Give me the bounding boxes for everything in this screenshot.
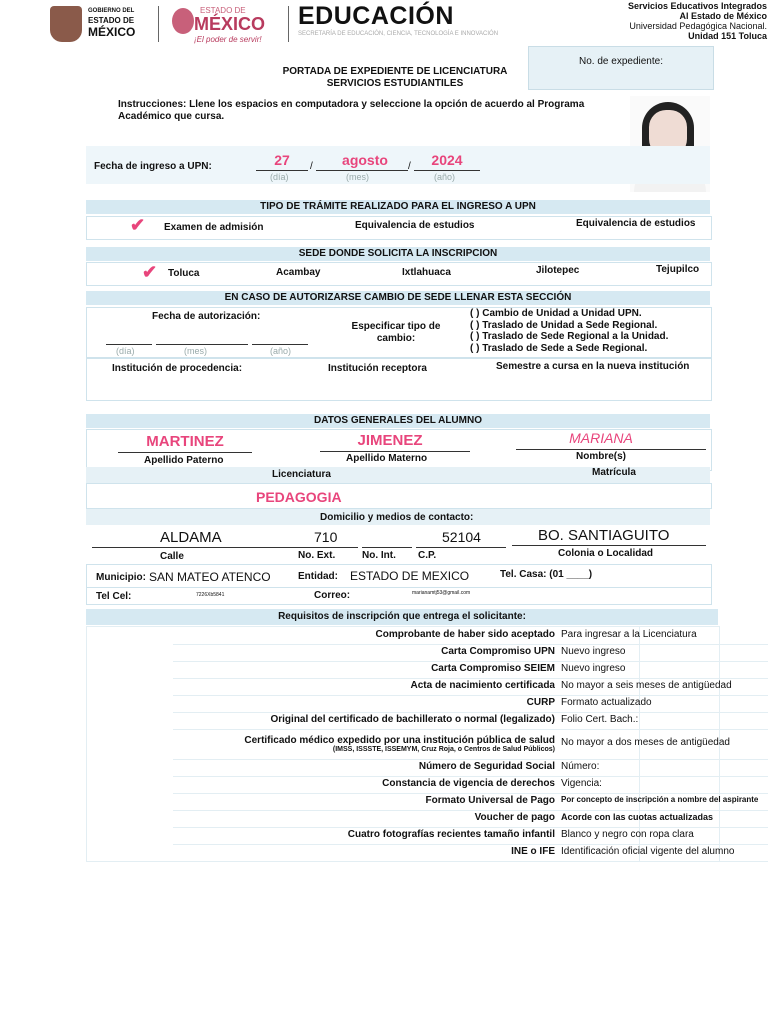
colonia-label: Colonia o Localidad (558, 548, 654, 559)
req-doc: Voucher de pago (474, 812, 555, 823)
cambio-options[interactable] (470, 308, 668, 354)
tipo-cambio-label: Especificar tipo de cambio: (351, 321, 441, 344)
month-line (156, 344, 248, 345)
right-line4: Unidad 151 Toluca (688, 31, 767, 41)
paterno-label: Apellido Paterno (144, 455, 224, 466)
req-note: Identificación oficial vigente del alumno (561, 846, 735, 857)
req-doc: Certificado médico expedido por una institución pública de salud (244, 735, 555, 746)
ingreso-month[interactable]: agosto (342, 152, 388, 168)
gob-line1: GOBIERNO DEL (88, 8, 135, 14)
req-doc: Carta Compromiso UPN (441, 646, 555, 657)
tramite-opt2[interactable]: Equivalencia de estudios (355, 220, 475, 231)
ingreso-year[interactable]: 2024 (431, 152, 463, 168)
ext-line (298, 547, 358, 548)
materno-line (320, 451, 470, 452)
materno-label: Apellido Materno (346, 453, 428, 464)
divider (288, 6, 289, 42)
req-doc: Cuatro fotografías recientes tamaño infantil (347, 829, 555, 840)
tramite-opt3[interactable]: Equivalencia de estudios (576, 218, 696, 229)
receptora-label: Institución receptora (328, 363, 427, 374)
flower-icon (172, 8, 194, 34)
nombres[interactable]: MARIANA (569, 430, 633, 446)
domicilio-label: Domicilio y medios de contacto: (320, 512, 474, 523)
cambio-option[interactable]: ( ) Traslado de Unidad a Sede Regional. (470, 319, 658, 331)
right-line2: Al Estado de México (679, 11, 767, 21)
header-right-info (560, 1, 767, 41)
table-row (173, 644, 768, 662)
edo-big: MÉXICO (194, 14, 266, 34)
correo-label: Correo: (314, 590, 351, 601)
req-doc: Número de Seguridad Social (418, 761, 555, 772)
semestre-label: Semestre a cursa en la nueva institución (496, 361, 690, 372)
shield-icon (50, 6, 82, 42)
tramite-header: TIPO DE TRÁMITE REALIZADO PARA EL INGRESO A UPN (86, 200, 710, 214)
month-hint: (mes) (346, 172, 369, 182)
no-ext-value[interactable]: 710 (314, 529, 338, 545)
table-row (173, 678, 768, 696)
ingreso-label: Fecha de ingreso a UPN: (94, 161, 212, 172)
day-line (256, 170, 308, 171)
requisitos-table (86, 626, 759, 862)
form-title1: PORTADA DE EXPEDIENTE DE LICENCIATURA (282, 66, 508, 77)
req-doc: Carta Compromiso SEIEM (431, 663, 555, 674)
tel-cel-label: Tel Cel: (96, 591, 132, 602)
tel-cel-value[interactable]: 7226Xb5841 (196, 592, 225, 598)
apellido-paterno[interactable]: MARTINEZ (146, 433, 224, 450)
right-line1: Servicios Educativos Integrados (627, 1, 767, 11)
page-title: EDUCACIÓN (298, 2, 454, 30)
req-note: Acorde con las cuotas actualizadas (561, 812, 714, 822)
requisitos-header: Requisitos de inscripción que entrega el solicitante: (86, 609, 718, 625)
req-doc-sub: (IMSS, ISSSTE, ISSEMYM, Cruz Roja, o Centros de Salud Públicos) (332, 746, 555, 753)
licenciatura-row (86, 483, 712, 509)
sep1: / (310, 161, 313, 172)
divider (158, 6, 159, 42)
instructions: Instrucciones: Llene los espacios en computadora y seleccione la opción de acuerdo al Programa Académico que cursa. (118, 99, 585, 122)
sep2: / (408, 161, 411, 172)
contacto-row (86, 587, 712, 605)
req-doc: Acta de nacimiento certificada (410, 680, 555, 691)
req-doc: Constancia de vigencia de derechos (382, 778, 555, 789)
colonia-line (512, 545, 706, 546)
req-note: No mayor a dos meses de antigüedad (561, 737, 730, 748)
day-line (106, 344, 152, 345)
cambio-option[interactable]: ( ) Traslado de Sede Regional a la Unidad. (470, 331, 669, 342)
sede-jilotepec[interactable]: Jilotepec (536, 265, 580, 276)
paterno-line (118, 452, 252, 453)
table-row (173, 810, 768, 828)
req-doc: Original del certificado de bachillerato o normal (legalizado) (270, 714, 555, 725)
month-line (316, 170, 408, 171)
ingreso-day[interactable]: 27 (274, 152, 290, 168)
req-note: Para ingresar a la Licenciatura (561, 629, 697, 640)
right-line3: Universidad Pedagógica Nacional. (629, 21, 767, 31)
sede-toluca[interactable]: Toluca (168, 268, 200, 279)
table-row (173, 712, 768, 730)
procedencia-label: Institución de procedencia: (112, 363, 243, 374)
cp-label: C.P. (418, 550, 437, 561)
cambio-option[interactable]: ( ) Traslado de Sede a Sede Regional. (470, 342, 648, 354)
cp-value[interactable]: 52104 (442, 529, 481, 545)
req-note: Blanco y negro con ropa clara (561, 829, 694, 840)
table-row (173, 729, 768, 760)
sede-ixtlahuaca[interactable]: Ixtlahuaca (402, 267, 451, 278)
table-row (173, 661, 768, 679)
req-note: Formato actualizado (561, 697, 652, 708)
expediente-label: No. de expediente: (579, 56, 663, 67)
year-line (414, 170, 480, 171)
calle-line (92, 547, 302, 548)
req-note: Folio Cert. Bach.: (561, 714, 639, 725)
licenciatura-label: Licenciatura (272, 469, 331, 480)
req-note: Número: (561, 761, 600, 772)
tel-casa[interactable]: Tel. Casa: (01 ____) (500, 569, 593, 580)
sede-header: SEDE DONDE SOLICITA LA INSCRIPCION (86, 247, 710, 261)
nombre-label: Nombre(s) (576, 451, 627, 462)
matricula-label: Matrícula (592, 467, 636, 478)
day-hint: (día) (116, 346, 135, 356)
apellido-materno[interactable]: JIMENEZ (357, 432, 423, 449)
secretaria-subtitle: SECRETARÍA DE EDUCACIÓN, CIENCIA, TECNOLOGÍA E INNOVACIÓN (298, 31, 499, 37)
expediente-box[interactable] (528, 46, 714, 90)
estado-mexico-logo (170, 6, 280, 46)
tramite-opt1[interactable]: Examen de admisión (164, 222, 264, 233)
cambio-option[interactable]: ( ) Cambio de Unidad a Unidad UPN. (470, 308, 642, 319)
gob-edomex-logo (50, 6, 156, 44)
municipio-label: Municipio: (96, 572, 146, 583)
req-note: Vigencia: (561, 778, 602, 789)
calle-value[interactable]: ALDAMA (160, 529, 222, 546)
edo-small: ESTADO DE (200, 6, 246, 15)
int-line (362, 547, 412, 548)
cambio-header: EN CASO DE AUTORIZARSE CAMBIO DE SEDE LLENAR ESTA SECCIÓN (86, 291, 710, 305)
calle-label: Calle (160, 551, 184, 562)
table-row (173, 776, 768, 794)
sede-acambay[interactable]: Acambay (276, 267, 321, 278)
no-int-label: No. Int. (362, 550, 396, 561)
req-doc: CURP (526, 697, 555, 708)
alumno-header: DATOS GENERALES DEL ALUMNO (86, 414, 710, 428)
table-row (173, 844, 768, 862)
year-line (252, 344, 308, 345)
req-note: Por concepto de inscripción a nombre del aspirante (561, 795, 759, 804)
table-row (173, 627, 768, 645)
gob-line2: ESTADO DE (88, 16, 135, 25)
nombre-line (516, 449, 706, 450)
licenciatura-value[interactable]: PEDAGOGIA (256, 489, 342, 505)
gob-line3: MÉXICO (88, 25, 136, 39)
req-doc: Comprobante de haber sido aceptado (375, 629, 555, 640)
table-row (173, 695, 768, 713)
fecha-autorizacion-label: Fecha de autorización: (152, 311, 261, 322)
table-row (173, 827, 768, 845)
year-hint: (año) (270, 346, 292, 356)
no-ext-label: No. Ext. (298, 550, 336, 561)
check-icon[interactable]: ✔ (142, 262, 158, 282)
sede-tejupilco[interactable]: Tejupilco (656, 264, 700, 275)
form-title (250, 66, 540, 90)
req-note: Nuevo ingreso (561, 663, 626, 674)
entidad-value[interactable]: ESTADO DE MEXICO (350, 569, 470, 583)
entidad-label: Entidad: (298, 571, 338, 582)
req-doc: Formato Universal de Pago (425, 795, 555, 806)
correo-value[interactable]: marianamtj53@gmail.com (412, 590, 471, 596)
day-hint: (día) (270, 172, 289, 182)
form-title2: SERVICIOS ESTUDIANTILES (326, 78, 464, 89)
table-row (173, 793, 768, 811)
colonia-value[interactable]: BO. SANTIAGUITO (538, 527, 670, 544)
req-note: No mayor a seis meses de antigüedad (561, 680, 732, 691)
req-doc: INE o IFE (511, 846, 555, 857)
req-note: Nuevo ingreso (561, 646, 626, 657)
month-hint: (mes) (184, 346, 207, 356)
edo-slogan: ¡El poder de servir! (194, 35, 262, 44)
table-row (173, 759, 768, 777)
cp-line (416, 547, 506, 548)
year-hint: (año) (434, 172, 456, 182)
municipio-value[interactable]: SAN MATEO ATENCO (149, 570, 271, 584)
check-icon[interactable]: ✔ (130, 215, 146, 235)
